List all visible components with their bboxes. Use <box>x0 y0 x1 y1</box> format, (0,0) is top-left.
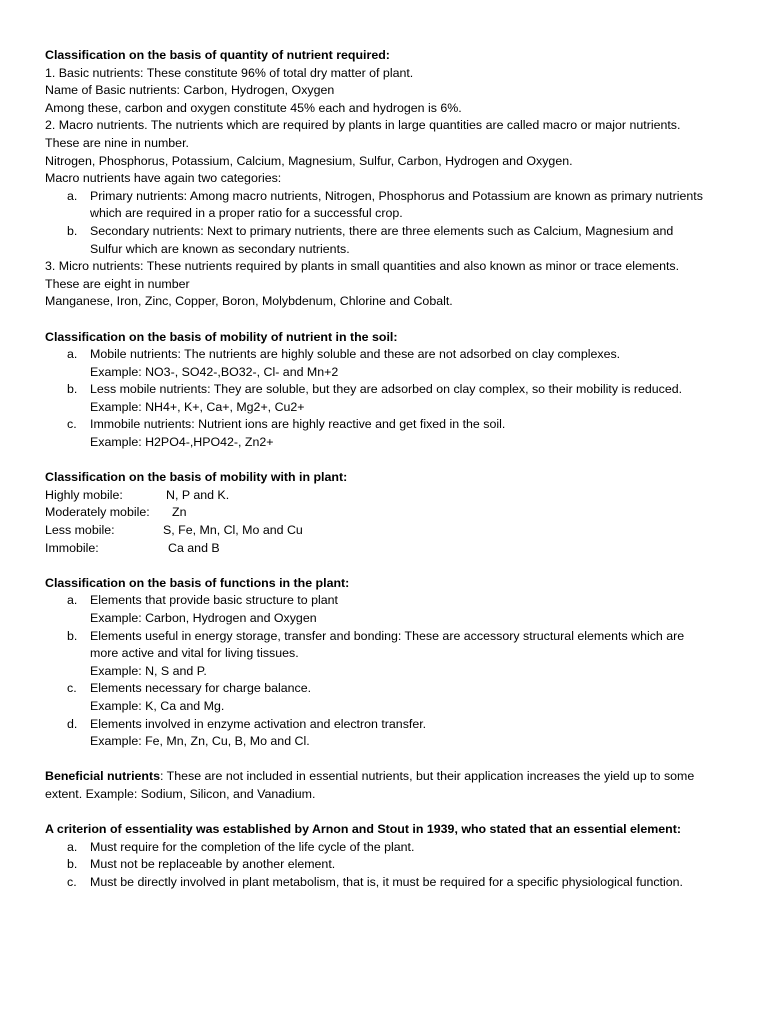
list-item <box>45 188 725 223</box>
paragraph-line: Macro nutrients have again two categories: <box>45 171 282 186</box>
list-item-example: Example: Fe, Mn, Zn, Cu, B, Mo and Cl. <box>90 734 310 749</box>
spacer <box>45 557 725 575</box>
list-item-text: Secondary nutrients: Next to primary nutrients, there are three elements such as Calcium, Magnesium and <box>90 223 674 238</box>
section-soil-mobility <box>45 329 725 452</box>
beneficial-term: Beneficial nutrients <box>45 769 160 784</box>
spacer <box>45 311 725 329</box>
mobility-label: Moderately mobile: <box>45 505 150 520</box>
section-heading: Classification on the basis of quantity of nutrient required: <box>45 48 390 62</box>
section-criterion <box>45 821 725 891</box>
paragraph-line: Name of Basic nutrients: Carbon, Hydrogen, Oxygen <box>45 83 335 98</box>
list-item <box>45 592 725 627</box>
mobility-value: Zn <box>172 505 187 520</box>
list-item <box>45 416 725 451</box>
list-marker: b. <box>67 223 78 238</box>
section-plant-mobility <box>45 469 725 557</box>
list-item-text: Primary nutrients: Among macro nutrients, Nitrogen, Phosphorus and Potassium are known as primary nutrients <box>90 188 703 203</box>
list-marker: a. <box>67 839 78 854</box>
mobility-row <box>45 504 725 522</box>
paragraph-line: Among these, carbon and oxygen constitute 45% each and hydrogen is 6%. <box>45 100 462 115</box>
mobility-label: Highly mobile: <box>45 487 123 502</box>
mobility-row <box>45 487 725 505</box>
section-heading: Classification on the basis of mobility of nutrient in the soil: <box>45 329 398 344</box>
mobility-label: Less mobile: <box>45 523 115 538</box>
list-item <box>45 716 725 751</box>
list-item-example: Example: Carbon, Hydrogen and Oxygen <box>90 611 317 625</box>
list-item-text: Must not be replaceable by another element. <box>90 857 336 872</box>
list-item-text: Elements involved in enzyme activation and electron transfer. <box>90 716 427 731</box>
list-item <box>45 381 725 416</box>
list-item-text: which are required in a proper ratio for a successful crop. <box>90 206 403 221</box>
mobility-value: S, Fe, Mn, Cl, Mo and Cu <box>163 523 303 538</box>
spacer <box>45 804 725 822</box>
paragraph-line <box>45 768 725 786</box>
paragraph-line: These are nine in number. <box>45 135 189 150</box>
document-body <box>45 47 725 892</box>
list-item-text: Elements necessary for charge balance. <box>90 681 312 696</box>
section-heading: A criterion of essentiality was established by Arnon and Stout in 1939, who stated that an essential element: <box>45 822 681 837</box>
section-quantity <box>45 47 725 311</box>
list-marker: b. <box>67 857 78 872</box>
list-marker: a. <box>67 347 78 362</box>
list-marker: a. <box>67 593 78 608</box>
paragraph-line: 3. Micro nutrients: These nutrients required by plants in small quantities and also known as minor or trace elements. <box>45 259 680 274</box>
list-item-text: Immobile nutrients: Nutrient ions are highly reactive and get fixed in the soil. <box>90 417 506 432</box>
list-marker: b. <box>67 628 78 643</box>
list-item-text: more active and vital for living tissues. <box>90 646 299 661</box>
paragraph-line: extent. Example: Sodium, Silicon, and Vanadium. <box>45 786 316 801</box>
list-item-text: Elements useful in energy storage, transfer and bonding: These are accessory structural elements which are <box>90 628 685 643</box>
list-item <box>45 223 725 258</box>
list-item-text: Elements that provide basic structure to plant <box>90 593 338 608</box>
list-marker: d. <box>67 716 78 731</box>
list-marker: c. <box>67 874 77 889</box>
paragraph-line: 1. Basic nutrients: These constitute 96% of total dry matter of plant. <box>45 65 414 80</box>
section-functions <box>45 575 725 751</box>
list-item <box>45 856 725 874</box>
list-item-example: Example: N, S and P. <box>90 663 207 678</box>
list-item <box>45 874 725 892</box>
spacer <box>45 452 725 470</box>
list-item-text: Mobile nutrients: The nutrients are highly soluble and these are not adsorbed on clay complexes. <box>90 347 621 362</box>
list-item-example: Example: K, Ca and Mg. <box>90 698 225 713</box>
list-item <box>45 839 725 857</box>
mobility-value: Ca and B <box>168 540 220 555</box>
mobility-label: Immobile: <box>45 540 99 555</box>
section-beneficial <box>45 768 725 803</box>
list-item <box>45 680 725 715</box>
list-item-text: Sulfur which are known as secondary nutrients. <box>90 241 350 256</box>
spacer <box>45 751 725 769</box>
section-heading: Classification on the basis of mobility with in plant: <box>45 470 348 485</box>
list-item-example: Example: NH4+, K+, Ca+, Mg2+, Cu2+ <box>90 399 305 414</box>
mobility-row <box>45 522 725 540</box>
paragraph-line: These are eight in number <box>45 276 190 291</box>
list-item-text: Must be directly involved in plant metabolism, that is, it must be required for a specific physiological function. <box>90 874 683 889</box>
list-marker: c. <box>67 681 77 696</box>
list-marker: b. <box>67 382 78 397</box>
list-item-example: Example: H2PO4-,HPO42-, Zn2+ <box>90 435 274 450</box>
list-marker: a. <box>67 188 78 203</box>
mobility-row <box>45 540 725 558</box>
paragraph-line: 2. Macro nutrients. The nutrients which are required by plants in large quantities are called macro or major nutrients. <box>45 118 681 133</box>
section-heading: Classification on the basis of functions in the plant: <box>45 575 350 590</box>
list-item <box>45 346 725 381</box>
list-item-example: Example: NO3-, SO42-,BO32-, Cl- and Mn+2 <box>90 364 339 379</box>
list-marker: c. <box>67 417 77 432</box>
mobility-value: N, P and K. <box>166 487 230 502</box>
list-item-text: Less mobile nutrients: They are soluble, but they are adsorbed on clay complex, so their mobility is reduced. <box>90 382 683 397</box>
beneficial-definition: : These are not included in essential nutrients, but their application increases the yield up to some <box>159 769 695 784</box>
list-item-text: Must require for the completion of the life cycle of the plant. <box>90 839 415 854</box>
list-item <box>45 628 725 681</box>
paragraph-line: Manganese, Iron, Zinc, Copper, Boron, Molybdenum, Chlorine and Cobalt. <box>45 294 453 309</box>
paragraph-line: Nitrogen, Phosphorus, Potassium, Calcium, Magnesium, Sulfur, Carbon, Hydrogen and Oxygen. <box>45 153 573 168</box>
